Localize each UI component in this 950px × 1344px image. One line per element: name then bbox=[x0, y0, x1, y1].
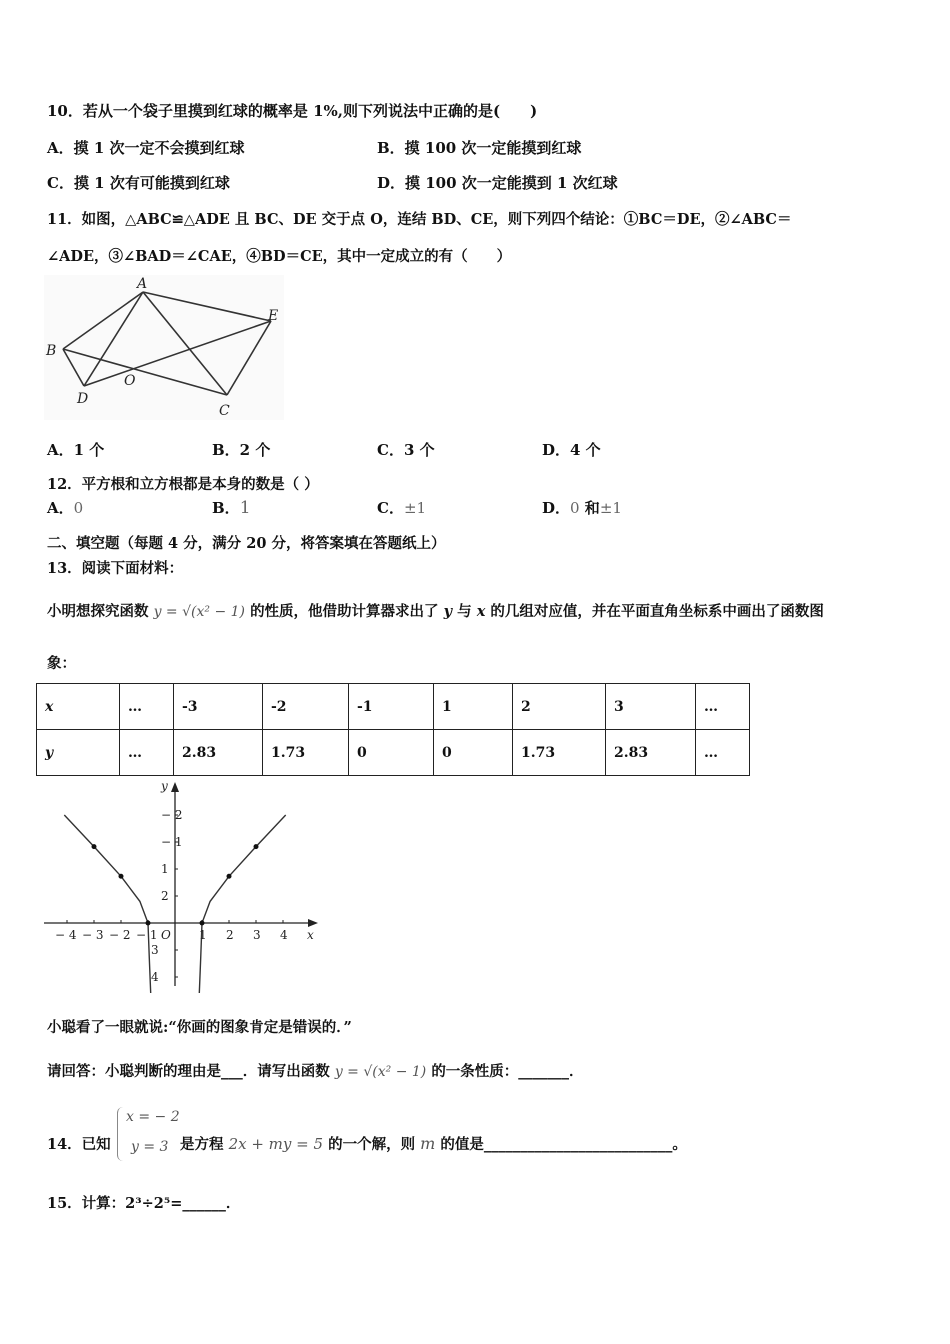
table-cell: 0 bbox=[434, 730, 513, 776]
q13-function: y = √(x² − 1) bbox=[153, 604, 245, 620]
table-cell: y bbox=[37, 730, 120, 776]
x-tick-label: 2 bbox=[226, 928, 234, 942]
label-d: D bbox=[77, 391, 89, 407]
q11-stem-line2: ∠ADE，③∠BAD＝∠CAE，④BD＝CE，其中一定成立的有（ ） bbox=[47, 248, 512, 265]
table-cell: … bbox=[696, 684, 750, 730]
data-point bbox=[92, 844, 97, 849]
q14-prefix: 14．已知 bbox=[47, 1136, 111, 1153]
q12-option-c-value: ±1 bbox=[403, 499, 427, 517]
table-cell: 1.73 bbox=[513, 730, 606, 776]
q12-option-a-letter: A． bbox=[47, 499, 74, 517]
x-tick-label: − 3 bbox=[82, 928, 104, 942]
label-o: O bbox=[124, 373, 136, 389]
q14-eq2: y = 3 bbox=[131, 1139, 169, 1155]
q10-option-b[interactable]: B．摸 100 次一定能摸到红球 bbox=[377, 139, 582, 157]
q12-option-d-value2: ±1 bbox=[599, 499, 622, 517]
y-tick-label: 3 bbox=[151, 943, 159, 957]
q12-option-d-joiner: 和 bbox=[584, 499, 600, 517]
table-cell: -2 bbox=[263, 684, 349, 730]
table-cell: -1 bbox=[349, 684, 434, 730]
y-tick-label: − 2 bbox=[161, 808, 183, 822]
data-point bbox=[200, 921, 205, 926]
table-cell: 2.83 bbox=[174, 730, 263, 776]
y-axis-label: y bbox=[161, 779, 168, 793]
q14-after: 的一个解，则 bbox=[328, 1136, 416, 1153]
section-heading: 二、填空题（每题 4 分，满分 20 分，将答案填在答题纸上） bbox=[47, 535, 446, 552]
q14-rest bbox=[180, 1133, 687, 1154]
function-graph bbox=[40, 778, 330, 993]
x-tick-label: − 2 bbox=[109, 928, 131, 942]
table-cell: 1 bbox=[434, 684, 513, 730]
table-row-y bbox=[37, 730, 750, 776]
table-cell: 2 bbox=[513, 684, 606, 730]
q14-eq1: x = − 2 bbox=[126, 1109, 180, 1125]
label-b: B bbox=[46, 343, 57, 359]
q12-option-b[interactable] bbox=[212, 497, 251, 518]
table-row-x bbox=[37, 684, 750, 730]
q12-option-d-value: 0 bbox=[570, 499, 580, 517]
q13-ask-function: y = √(x² − 1) bbox=[334, 1064, 427, 1080]
q12-option-a[interactable] bbox=[47, 497, 83, 518]
q11-option-b[interactable]: B．2 个 bbox=[212, 441, 271, 459]
label-a: A bbox=[137, 276, 148, 292]
q10-option-a[interactable]: A．摸 1 次一定不会摸到红球 bbox=[47, 139, 245, 157]
q11-option-a[interactable]: A．1 个 bbox=[47, 441, 105, 459]
table-cell: … bbox=[696, 730, 750, 776]
curve-right-branch bbox=[199, 815, 285, 993]
table-cell: 0 bbox=[349, 730, 434, 776]
x-axis-arrow bbox=[308, 919, 318, 927]
label-c: C bbox=[219, 403, 230, 419]
label-e: E bbox=[268, 308, 279, 324]
y-tick-label: − 1 bbox=[161, 835, 183, 849]
q12-option-b-value: 1 bbox=[239, 498, 251, 518]
q14-suffix: 的值是__________________________。 bbox=[440, 1136, 687, 1153]
y-axis-arrow bbox=[171, 782, 179, 792]
x-tick-label: − 1 bbox=[136, 928, 158, 942]
q13-paragraph bbox=[47, 600, 824, 621]
q12-option-a-value: 0 bbox=[73, 499, 84, 517]
q13-remark: 小聪看了一眼就说:“你画的图象肯定是错误的．” bbox=[47, 1019, 352, 1036]
origin-label: O bbox=[161, 928, 171, 942]
q11-option-c[interactable]: C．3 个 bbox=[377, 441, 435, 459]
curve-left-branch bbox=[64, 815, 150, 993]
q10-stem: 10．若从一个袋子里摸到红球的概率是 1%,则下列说法中正确的是( ) bbox=[47, 102, 538, 120]
q13-para-end: 象： bbox=[47, 655, 76, 672]
y-tick-label: 2 bbox=[161, 889, 169, 903]
q10-option-c[interactable]: C．摸 1 次有可能摸到红球 bbox=[47, 174, 230, 192]
q12-option-c[interactable] bbox=[377, 497, 426, 518]
q11-stem-line1: 11．如图，△ABC≌△ADE 且 BC、DE 交于点 O，连结 BD、CE，则下列四个结论：①BC＝DE，②∠ABC＝ bbox=[47, 211, 792, 228]
q10-option-d[interactable]: D．摸 100 次一定能摸到 1 次红球 bbox=[377, 174, 618, 192]
q13-ask bbox=[47, 1060, 584, 1081]
table-cell: 3 bbox=[606, 684, 696, 730]
x-axis-label: x bbox=[307, 928, 314, 942]
q14-equation: 2x + my = 5 bbox=[228, 1135, 324, 1153]
data-point bbox=[254, 844, 259, 849]
x-tick-label: 3 bbox=[253, 928, 261, 942]
q13-ask-b: 的一条性质：_______． bbox=[431, 1063, 584, 1080]
y-tick-label: 1 bbox=[161, 862, 169, 876]
q13-para-d: 的几组对应值，并在平面直角坐标系中画出了函数图 bbox=[490, 603, 824, 620]
q13-para-c: 与 bbox=[457, 603, 472, 620]
q11-figure bbox=[44, 275, 284, 420]
y-tick-label: 4 bbox=[151, 970, 159, 984]
q12-option-b-letter: B． bbox=[212, 499, 240, 517]
table-cell: … bbox=[120, 684, 174, 730]
q12-option-d-letter: D． bbox=[542, 499, 571, 517]
q13-stem: 13．阅读下面材料： bbox=[47, 560, 184, 577]
q12-option-d[interactable] bbox=[542, 497, 622, 518]
q14-var-m: m bbox=[420, 1134, 436, 1153]
q15-text: 15．计算：2³÷2⁵=______． bbox=[47, 1195, 241, 1212]
q11-option-d[interactable]: D．4 个 bbox=[542, 441, 601, 459]
q13-ask-a: 请回答：小聪判断的理由是___．请写出函数 bbox=[47, 1063, 330, 1080]
data-point bbox=[227, 874, 232, 879]
table-cell: … bbox=[120, 730, 174, 776]
q13-var-x: x bbox=[476, 603, 486, 620]
value-table bbox=[36, 683, 750, 776]
q13-para-b: 的性质，他借助计算器求出了 bbox=[250, 603, 439, 620]
q12-option-c-letter: C． bbox=[377, 499, 404, 517]
table-cell: 2.83 bbox=[606, 730, 696, 776]
q13-var-y: y bbox=[443, 603, 453, 620]
data-point bbox=[119, 874, 124, 879]
x-tick-label: − 4 bbox=[55, 928, 77, 942]
x-tick-label: 4 bbox=[280, 928, 288, 942]
q13-para-a: 小明想探究函数 bbox=[47, 603, 149, 620]
table-cell: -3 bbox=[174, 684, 263, 730]
q14-mid: 是方程 bbox=[180, 1136, 224, 1153]
table-cell: x bbox=[37, 684, 120, 730]
q12-stem: 12．平方根和立方根都是本身的数是（ ） bbox=[47, 476, 319, 493]
x-tick-label: 1 bbox=[199, 928, 207, 942]
data-point bbox=[146, 921, 151, 926]
table-cell: 1.73 bbox=[263, 730, 349, 776]
